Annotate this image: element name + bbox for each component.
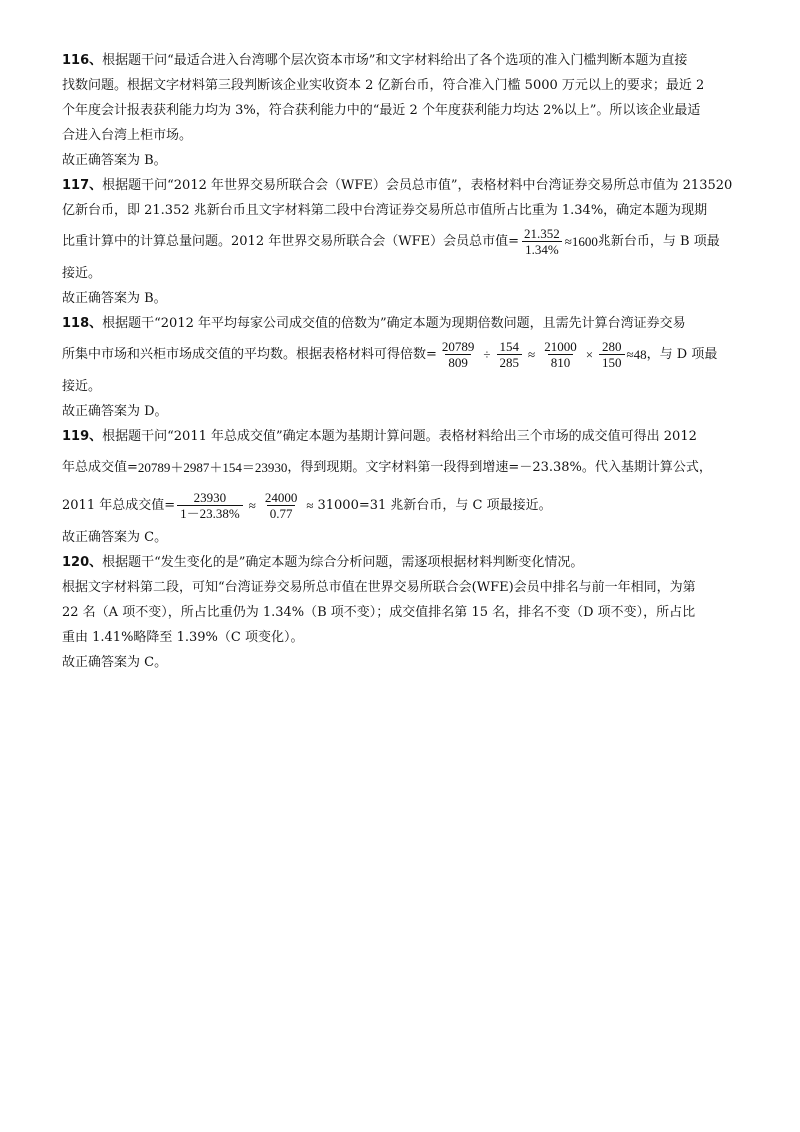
q117-line-4: 接近。 [62,266,102,281]
q120-line-2: 根据文字材料第二段，可知“台湾证券交易所总市值在世界交易所联合会(WFE)会员中排名与前一年相同，为第 [62,580,696,595]
answer-explanation-document [62,48,742,675]
fraction: $\frac{21000}{810}$ [544,339,577,370]
fraction: $\frac{21.352}{1.34\%}$ [523,226,560,257]
fraction: $\frac{20789}{809}$ [441,339,475,370]
q116-line-1: 116、根据题干问“最适合进入台湾哪个层次资本市场”和文字材料给出了各个选项的准入门槛判断本题为直接 [62,53,688,68]
question-116-block [62,48,742,173]
q117-answer: 故正确答案为 B。 [62,291,167,306]
q119-line-3: 2011 年总成交值= $\frac{23930}{1-23.38\%}$ ≈ $\frac{24000}{0.77}$ ≈ 31000=31 兆新台币，与 C 项最接近。 [62,490,552,521]
q118-line-2: 所集中市场和兴柜市场成交值的平均数。根据表格材料可得倍数= $\frac{20789}{809}$ ÷ $\frac{154}{285}$ ≈ $\frac{21000}{810}$ × $\frac{280}{150}$ ≈48 ，与 D 项最 [62,339,718,370]
q117-line-3: 比重计算中的计算总量问题。2012 年世界交易所联合会（WFE）会员总市值= $\frac{21.352}{1.34\%}$ ≈1600 兆新台币，与 B 项最 [62,226,720,257]
fraction: $\frac{280}{150}$ [599,340,625,369]
q118-formula: $\frac{20789}{809}$ ÷ $\frac{154}{285}$ ≈ $\frac{21000}{810}$ × $\frac{280}{150}$ ≈48 [437,340,647,369]
q119-sum-formula: 20789＋2987＋154＝23930 [137,460,288,475]
question-117-block [62,173,742,311]
question-118-block [62,311,742,424]
question-120-block [62,550,742,675]
fraction: $\frac{24000}{0.77}$ [264,490,298,521]
q116-line-4: 合进入台湾上柜市场。 [62,128,193,143]
question-number-118: 118、 [62,316,103,331]
question-number-117: 117、 [62,178,103,193]
q120-line-3: 22 名（A 项不变），所占比重仍为 1.34%（B 项不变）；成交值排名第 15 名，排名不变（D 项不变），所占比 [62,605,696,620]
q119-line-2: 年总成交值=20789＋2987＋154＝23930，得到现期。文字材料第一段得到增速=－23.38%。代入基期计算公式， [62,460,712,475]
q118-line-3: 接近。 [62,379,102,394]
q118-line-1: 118、根据题干“2012 年平均每家公司成交值的倍数为”确定本题为现期倍数问题，且需先计算台湾证券交易 [62,316,686,331]
q116-answer: 故正确答案为 B。 [62,153,167,168]
question-number-119: 119、 [62,429,103,444]
q117-formula: $\frac{21.352}{1.34\%}$ ≈1600 [519,227,598,256]
fraction: $\frac{154}{285}$ [497,340,523,369]
q117-line-2: 亿新台币，即 21.352 兆新台币且文字材料第二段中台湾证券交易所总市值所占比重为 1.34%，确定本题为现期 [62,203,708,218]
q119-answer: 故正确答案为 C。 [62,530,168,545]
question-number-120: 120、 [62,555,103,570]
q118-answer: 故正确答案为 D。 [62,404,168,419]
q117-line-1: 117、根据题干问“2012 年世界交易所联合会（WFE）会员总市值”，表格材料中台湾证券交易所总市值为 213520 [62,178,733,193]
q119-line-1: 119、根据题干问“2011 年总成交值”确定本题为基期计算问题。表格材料给出三个市场的成交值可得出 2012 [62,429,697,444]
q116-line-2: 找数问题。根据文字材料第三段判断该企业实收资本 2 亿新台币，符合准入门槛 5000 万元以上的要求；最近 2 [62,78,705,93]
question-number-116: 116、 [62,53,103,68]
question-119-block [62,424,742,550]
q120-line-4: 重由 1.41%略降至 1.39%（C 项变化）。 [62,630,304,645]
fraction: $\frac{23930}{1-23.38\%}$ [177,491,243,520]
q120-answer: 故正确答案为 C。 [62,655,168,670]
q119-formula: $\frac{23930}{1-23.38\%}$ ≈ $\frac{24000}{0.77}$ ≈ [175,491,317,520]
q116-line-3: 个年度会计报表获利能力均为 3%，符合获利能力中的“最近 2 个年度获利能力均达 2%以上”。所以该企业最适 [62,103,701,118]
q120-line-1: 120、根据题干“发生变化的是”确定本题为综合分析问题，需逐项根据材料判断变化情况。 [62,555,584,570]
